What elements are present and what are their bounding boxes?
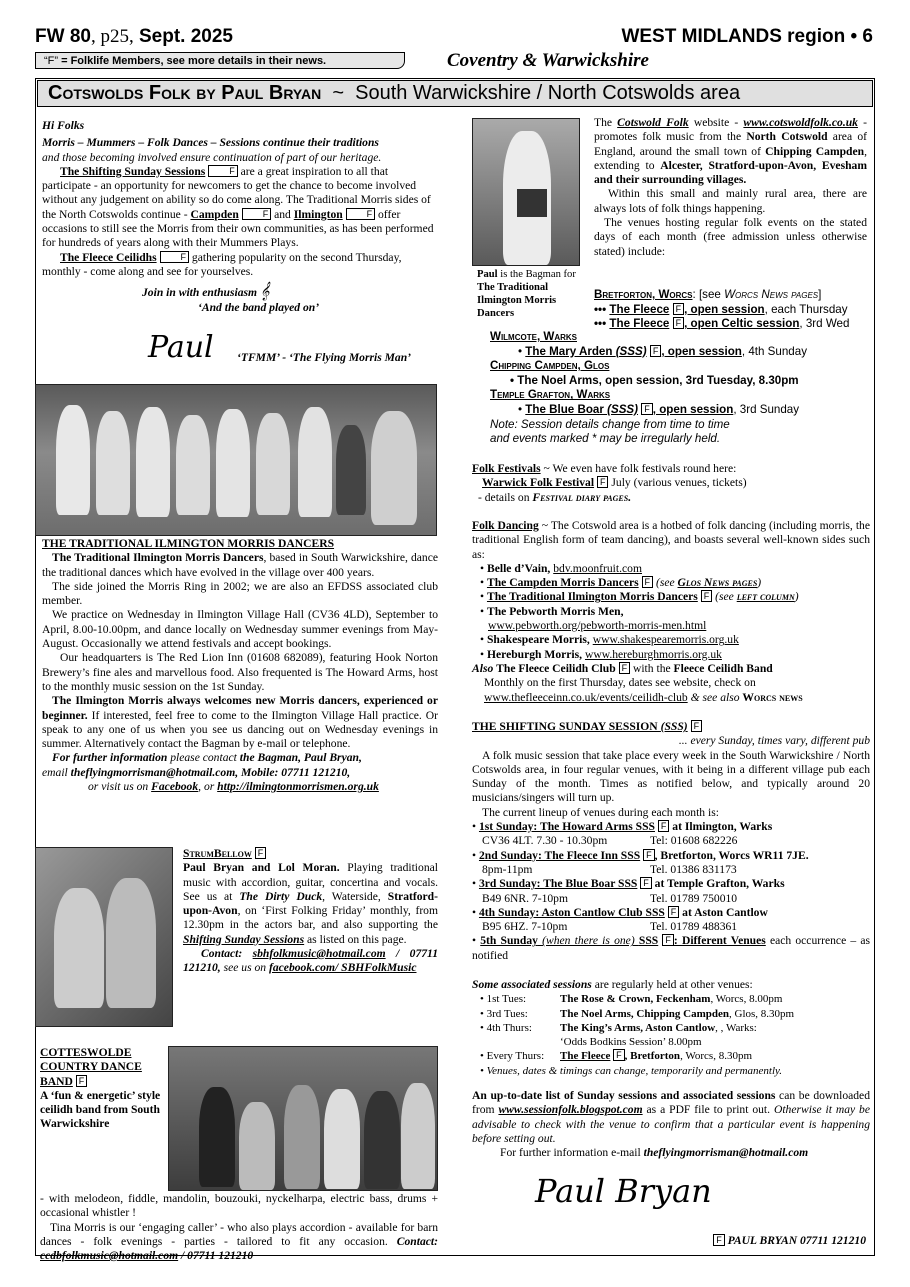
associated-row: • 3rd Tues: The Noel Arms, Chipping Campden, Glos, 8.30pm bbox=[480, 1007, 795, 1020]
bretforton-venues: Bretforton, Worcs: [see Worcs News pages] ••• The Fleece F , open session, each Thursday ••• The Fleece F , open Celtic session, 3rd Wed bbox=[594, 288, 850, 331]
dancing-section: Folk Dancing ~ The Cotswold area is a hotbed of folk dancing (including morris, the traditional English form of team dancing), and boasts several well-known sides such as: • Belle d’Vain, bdv.moonfruit.com • The Campden Morris Dancers F (see Glos News pages) • The Traditional Ilmington Morris Dancers F (see left column) • The Pebworth Morris Men, www.pebworth.org/pebworth-morris-men.html • Shakespeare Morris, www.shakespearemorris.org.uk • Hereburgh Morris, www.hereburghmorris.org.uk Also The Fleece Ceilidh Club F with the Fleece Ceilidh Band Monthly on the first Thursday, dates see website, check on www.thefleeceinn.co.uk/events/ceilidh-club & see also Worcs news bbox=[472, 519, 870, 704]
paul-photo-caption: Paul is the Bagman for The Traditional Ilmington Morris Dancers bbox=[477, 269, 576, 319]
associated-sessions: Some associated sessions are regularly held at other venues: • 1st Tues: The Rose & Crown, Feckenham, Worcs, 8.00pm • 3rd Tues: The Noel Arms, Chipping Campden, Glos, 8.30pm • 4th Thurs: The King’s Arms, Aston Cantlow, , Warks: ‘Odds Bodkins Session’ 8.00pm • Every Thurs: The Fleece F , Bretforton, Worcs, 8.30pm • Venues, dates & timings can change, temporarily and permanently. bbox=[472, 978, 870, 1078]
folklife-member-badge: F bbox=[619, 662, 631, 674]
signature-paul: Paul bbox=[148, 330, 214, 365]
ilmington-morris-photo bbox=[35, 384, 437, 536]
folklife-member-badge: F bbox=[713, 1234, 725, 1246]
folklife-member-badge: F bbox=[641, 403, 653, 415]
dance-sides-list bbox=[472, 562, 870, 662]
subregion-title: Coventry & Warwickshire bbox=[447, 50, 649, 71]
dance-side-item: • Hereburgh Morris, www.hereburghmorris.org.uk bbox=[480, 647, 722, 661]
cotswold-folk-section: The Cotswold Folk website - www.cotswoldfolk.co.uk - promotes folk music from the North Cotswold area of England, around the small town of Chipping Campden, extending to Alcester, Stratford-upon-Avon, Evesham and their surrounding villages. Within this small and mainly rural area, there are always lots of folk things happening. The venues hosting regular folk events on the stated days of each month (free admission unless otherwise stated) include: bbox=[594, 116, 867, 258]
dance-side-item: • The Campden Morris Dancers F (see Glos News pages) bbox=[480, 576, 762, 590]
dance-side-item: • The Pebworth Morris Men, www.pebworth.org/pebworth-morris-men.html bbox=[480, 604, 707, 633]
festivals-section: Folk Festivals ~ We even have folk festivals round here: Warwick Folk Festival F July (various venues, tickets) - details on Festival diary pages. bbox=[472, 462, 747, 504]
sss-section: THE SHIFTING SUNDAY SESSION (SSS) F ... every Sunday, times vary, different pub A folk music session that take place every week in the South Warwickshire / North Cotswolds area, in four regular venues, with it being in a different village pub each Sunday of the month. Times as notified below, and typically around 20 musicians/singers will turn up. The current lineup of venues during each month is: • 1st Sunday: The Howard Arms SSS F at Ilmington, Warks CV36 4LT. 7.30 - 10.30pm Tel: 01608 682226 • 2nd Sunday: The Fleece Inn SSS F , Bretforton, Worcs WR11 7JE. 8pm-11pm Tel. 01386 831173 • 3rd Sunday: The Blue Boar SSS F at Temple Grafton, Warks B49 6NR. 7-10pm Tel. 01789 750010 • 4th Sunday: Aston Cantlow Club SSS F at Aston Cantlow B95 6HZ. 7-10pm Tel. 01789 488361 • 5th Sunday (when there is one) SSS F : Different Venues each occurrence – as notified bbox=[472, 720, 871, 962]
dance-side-link[interactable]: www.shakespearemorris.org.uk bbox=[592, 633, 739, 647]
associated-list bbox=[472, 992, 870, 1035]
folklife-member-badge: F bbox=[701, 590, 713, 602]
legend-bar: “F” = Folklife Members, see more details in their news. bbox=[35, 52, 405, 69]
other-venues: Wilmcote, Warks • The Mary Arden (SSS) F , open session, 4th Sunday Chipping Campden, Glos • The Noel Arms, open session, 3rd Tuesday, 8.30pm Temple Grafton, Warks • The Blue Boar (SSS) F , open session, 3rd Sunday Note: Session details change from time to time and events marked * may be irregularly held. bbox=[490, 330, 807, 446]
strumbellow-section: StrumBellow F Paul Bryan and Lol Moran. Playing traditional music with accordion, guitar, concertina and vocals. See us at The Dirty Duck, Waterside, Stratford-upon-Avon, on ‘First Folking Friday’ monthly, from 12.30pm in the actors bar, and also supporting the Shifting Sunday Sessions as listed on this page. Contact: sbhfolkmusic@hotmail.com / 07711 121210, see us on facebook.com/ SBHFolkMusic bbox=[183, 847, 438, 975]
sessionfolk-link[interactable]: www.sessionfolk.blogspot.com bbox=[498, 1103, 643, 1117]
intro-section: Hi Folks Morris – Mummers – Folk Dances – Sessions continue their traditions and those becoming involved ensure continuation of part of our heritage. The Shifting Sunday Sessions F are a great inspiration to all that participate - an opportunity for newcomers to get the chance to become involved without any judgement on ability so do come along. The Traditional Morris sides of the North Cotswolds continue - Campden F and Ilmington F offer occasions to still see the Morris from their own communities, as has been performed for hundreds of years along with their Mummers Plays. The Fleece Ceilidhs F gathering popularity on the second Thursday, monthly - come along and see for yourselves. Join in with enthusiasm 𝄞 ‘And the band played on’ bbox=[42, 119, 434, 314]
strumbellow-photo bbox=[35, 847, 173, 1027]
dance-side-link[interactable]: bdv.moonfruit.com bbox=[553, 561, 642, 575]
fleece-ceilidh-link[interactable]: www.thefleeceinn.co.uk/events/ceilidh-club bbox=[484, 690, 688, 704]
folklife-member-badge: F bbox=[640, 877, 652, 889]
folklife-member-badge: F bbox=[650, 345, 662, 357]
ilmington-section: THE TRADITIONAL ILMINGTON MORRIS DANCERS The Traditional Ilmington Morris Dancers, based in South Warwickshire, dance the traditional dances which have evolved in the village over 400 years. The side joined the Morris Ring in 2002; we are also an EFDSS associated club member. We practice on Wednesday in Ilmington Village Hall (CV36 4LD), September to April, 8.00-10.00pm, and dance locally on Wednesday summer evenings from May-August. Occasionally we attend festivals and accept bookings. Our headquarters is The Red Lion Inn (01608 682089), featuring Hook Norton Brewery’s fine ales and marvellous food. Also frequented is The Howard Arms, host to the monthly music session on the 1st Sunday. The Ilmington Morris always welcomes new Morris dancers, experienced or beginner. If interested, feel free to come to the Ilmington Village Hall practice. Or speak to any one of us when you see us dancing out on Wednesday evenings in summer. Alternatively contact the Bagman by e-mail or telephone. For further information please contact the Bagman, Paul Bryan, email theflyingmorrisman@hotmail.com, Mobile: 07711 121210, or visit us on Facebook, or http://ilmingtonmorrismen.org.uk bbox=[42, 537, 438, 794]
sss-venue-item: • 1st Sunday: The Howard Arms SSS F at Ilmington, Warks CV36 4LT. 7.30 - 10.30pm Tel: 01608 682226 bbox=[472, 820, 773, 848]
folklife-member-badge: F bbox=[346, 208, 376, 220]
folklife-member-badge: F bbox=[613, 1049, 625, 1061]
folklife-member-badge: F bbox=[76, 1075, 88, 1087]
cotteswolde-email-link[interactable]: ccdbfolkmusic@hotmail.com bbox=[40, 1249, 179, 1263]
dance-side-item: • Belle d’Vain, bdv.moonfruit.com bbox=[480, 561, 642, 575]
associated-row: • 1st Tues: The Rose & Crown, Feckenham, Worcs, 8.00pm bbox=[480, 993, 783, 1006]
sss-venue-item: • 2nd Sunday: The Fleece Inn SSS F , Bretforton, Worcs WR11 7JE. 8pm-11pm Tel. 01386 831173 bbox=[472, 848, 809, 876]
treble-clef-icon: 𝄞 bbox=[259, 281, 270, 301]
signature-paul-bryan: Paul Bryan bbox=[535, 1172, 712, 1210]
dance-side-link[interactable]: www.pebworth.org/pebworth-morris-men.html bbox=[488, 619, 707, 633]
sss-venue-list bbox=[472, 820, 870, 934]
facebook-link[interactable]: Facebook bbox=[151, 780, 199, 794]
cotteswolde-section: - with melodeon, fiddle, mandolin, bouzouki, nyckelharpa, electric bass, drums + occasional whistler ! Tina Morris is our ‘engaging caller’ - who also plays accordion - available for barn dances - folk evenings - parties - tailored to fit any occasion. Contact: ccdbfolkmusic@hotmail.com / 07711 121210 bbox=[40, 1192, 438, 1263]
sss-venue-item: • 4th Sunday: Aston Cantlow Club SSS F at Aston Cantlow B95 6HZ. 7-10pm Tel. 01789 488361 bbox=[472, 905, 768, 934]
sss-venue-item: • 3rd Sunday: The Blue Boar SSS F at Temple Grafton, Warks B49 6NR. 7-10pm Tel. 01789 750010 bbox=[472, 877, 785, 905]
region-header: WEST MIDLANDS region • 6 bbox=[621, 26, 873, 47]
cotteswolde-band-photo bbox=[168, 1046, 438, 1191]
strumbellow-facebook-link[interactable]: facebook.com/ SBHFolkMusic bbox=[269, 961, 417, 975]
strumbellow-email-link[interactable]: sbhfolkmusic@hotmail.com bbox=[252, 947, 386, 961]
closing-section: An up-to-date list of Sunday sessions and associated sessions can be downloaded from www.sessionfolk.blogspot.com as a PDF file to print out. Otherwise it may be advisable to check with the venue to confirm that a particular event is happening before setting out. For further information e-mail theflyingmorrisman@hotmail.com bbox=[472, 1089, 871, 1160]
dance-side-item: • Shakespeare Morris, www.shakespearemorris.org.uk bbox=[480, 633, 739, 647]
section-banner: Cotswolds Folk by Paul Bryan ~ South Warwickshire / North Cotswolds area bbox=[37, 80, 873, 107]
issue-header: FW 80, p25, Sept. 2025 bbox=[35, 26, 233, 47]
dance-side-link[interactable]: www.hereburghmorris.org.uk bbox=[584, 647, 722, 661]
dance-side-item: • The Traditional Ilmington Morris Dancers F (see left column) bbox=[480, 590, 799, 604]
ilmington-website-link[interactable]: http://ilmingtonmorrismen.org.uk bbox=[217, 780, 379, 794]
cotswoldfolk-link[interactable]: www.cotswoldfolk.co.uk bbox=[743, 116, 858, 129]
paul-bagman-photo bbox=[472, 118, 580, 266]
folklife-member-badge: F bbox=[668, 906, 680, 918]
folklife-member-badge: F bbox=[160, 251, 190, 263]
folklife-member-badge: F bbox=[255, 847, 267, 859]
tfmm-caption: ‘TFMM’ - ‘The Flying Morris Man’ bbox=[237, 351, 412, 364]
folklife-member-badge: F bbox=[691, 720, 703, 732]
footer-contact: F PAUL BRYAN 07711 121210 bbox=[713, 1234, 866, 1248]
folklife-member-badge: F bbox=[242, 208, 272, 220]
folklife-member-badge: F bbox=[643, 849, 655, 861]
folklife-member-badge: F bbox=[597, 476, 609, 488]
folklife-member-badge: F bbox=[662, 934, 674, 946]
folklife-member-badge: F bbox=[658, 820, 670, 832]
cotteswolde-heading: COTTESWOLDE COUNTRY DANCE BAND F A ‘fun & energetic’ style ceilidh band from South Warwickshire bbox=[40, 1046, 161, 1131]
folklife-member-badge: F bbox=[673, 317, 685, 329]
folklife-member-badge: F bbox=[208, 165, 238, 177]
folklife-member-badge: F bbox=[673, 303, 685, 315]
associated-row: • 4th Thurs: The King’s Arms, Aston Cantlow, , Warks: bbox=[480, 1021, 757, 1034]
folklife-member-badge: F bbox=[642, 576, 654, 588]
